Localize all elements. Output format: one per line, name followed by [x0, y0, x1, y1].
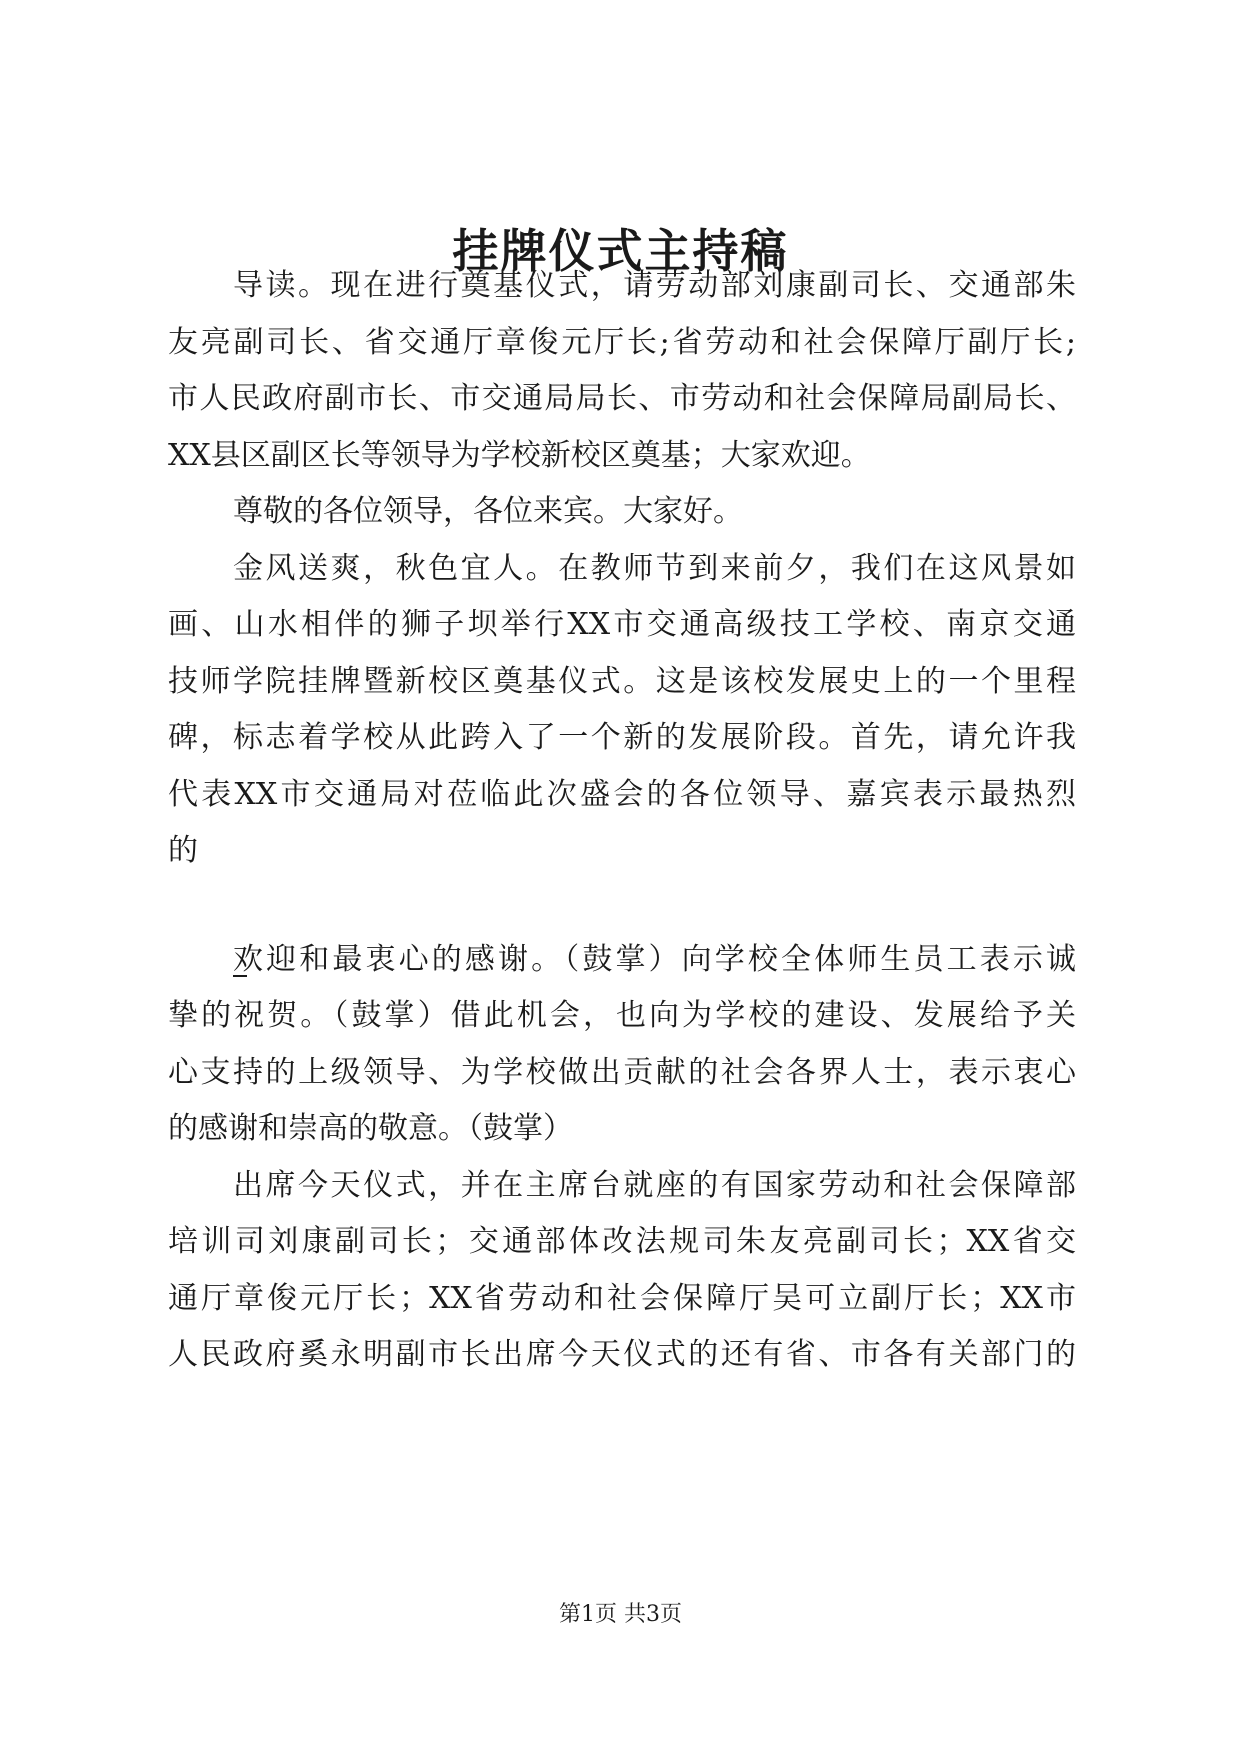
paragraph-1-line-3: 市人民政府副市长、市交通局局长、市劳动和社会保障局副局长、 — [168, 381, 1076, 416]
paragraph-1-line-2: 友亮副司长、省交通厅章俊元厅长;省劳动和社会保障厅副厅长; — [168, 325, 1076, 360]
paragraph-5-line-3: 通厅章俊元厅长；XX省劳动和社会保障厅吴可立副厅长；XX市 — [168, 1281, 1076, 1316]
paragraph-2-line-1: 尊敬的各位领导，各位来宾。大家好。 — [233, 494, 743, 529]
paragraph-3-line-6: 的 — [168, 833, 198, 868]
paragraph-3-line-4: 碑，标志着学校从此跨入了一个新的发展阶段。首先，请允许我 — [168, 720, 1076, 755]
paragraph-5-line-1: 出席今天仪式，并在主席台就座的有国家劳动和社会保障部 — [233, 1168, 1076, 1203]
paragraph-4-line-2: 挚的祝贺。（鼓掌）借此机会，也向为学校的建设、发展给予关 — [168, 998, 1076, 1033]
document-title: 挂牌仪式主持稿 — [452, 224, 789, 278]
paragraph-4-line-4: 的感谢和崇高的敬意。（鼓掌） — [168, 1111, 573, 1146]
paragraph-4-line-3: 心支持的上级领导、为学校做出贡献的社会各界人士，表示衷心 — [168, 1055, 1076, 1090]
paragraph-3-line-1: 金风送爽，秋色宜人。在教师节到来前夕，我们在这风景如 — [233, 551, 1076, 586]
paragraph-1-line-4: XX县区副区长等领导为学校新校区奠基；大家欢迎。 — [168, 438, 871, 473]
paragraph-5-line-4: 人民政府奚永明副市长出席今天仪式的还有省、市各有关部门的 — [168, 1337, 1076, 1372]
paragraph-3-line-2: 画、山水相伴的狮子坝举行XX市交通高级技工学校、南京交通 — [168, 607, 1076, 642]
page-number-footer: 第1页 共3页 — [559, 1602, 682, 1627]
paragraph-3-line-3: 技师学院挂牌暨新校区奠基仪式。这是该校发展史上的一个里程 — [168, 664, 1076, 699]
paragraph-5-line-2: 培训司刘康副司长；交通部体改法规司朱友亮副司长；XX省交 — [168, 1224, 1076, 1259]
paragraph-3-line-5: 代表XX市交通局对莅临此次盛会的各位领导、嘉宾表示最热烈 — [168, 777, 1076, 812]
paragraph-4-line-1: 欢迎和最衷心的感谢。（鼓掌）向学校全体师生员工表示诚 — [233, 942, 1076, 977]
paragraph-1-line-1: 导读。现在进行奠基仪式，请劳动部刘康副司长、交通部朱 — [233, 268, 1076, 303]
